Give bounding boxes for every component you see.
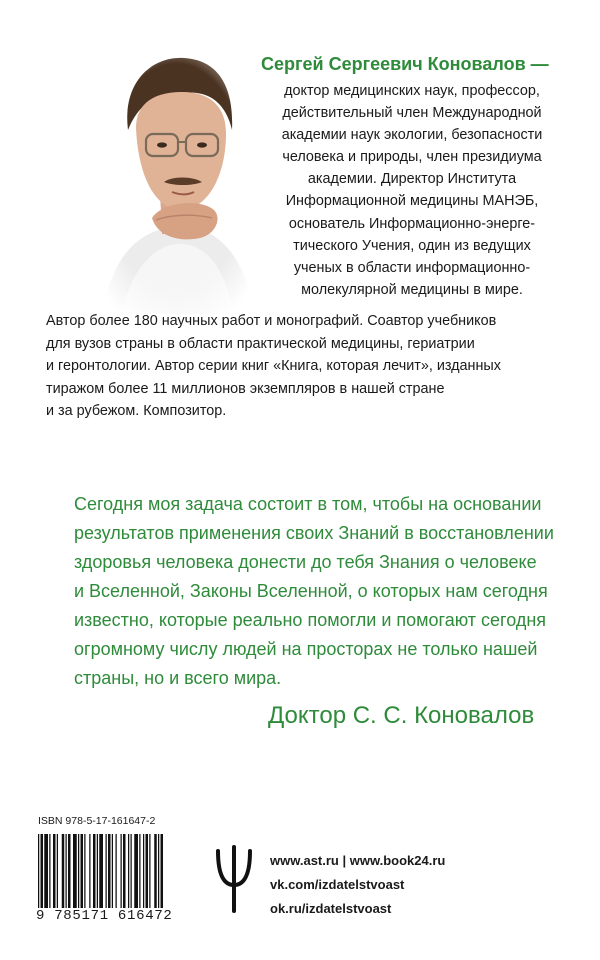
- publisher-psi-logo-icon: [214, 845, 254, 915]
- bio-line: ученых в области информационно-: [293, 259, 531, 276]
- quote-line: страны, но и всего мира.: [74, 668, 282, 688]
- author-bio-intro: [262, 80, 562, 301]
- bio-line: Информационной медицины МАНЭБ,: [285, 193, 539, 210]
- bio-line: человека и природы, член президиума: [282, 149, 542, 166]
- author-quote: [74, 490, 574, 693]
- bio-line: молекулярной медицины в мире.: [301, 281, 523, 298]
- author-bio-continuation: [46, 310, 566, 423]
- author-portrait: [92, 42, 260, 314]
- bio-line: Автор более 180 научных работ и монографий. Соавтор учебников: [46, 313, 497, 329]
- bio-line: тиражом более 11 миллионов экземпляров в нашей стране: [46, 380, 445, 397]
- bio-line: основатель Информационно-энерге-: [288, 215, 536, 232]
- bio-line: академии. Директор Института: [307, 171, 517, 188]
- isbn-label: ISBN 978-5-17-161647-2: [38, 815, 156, 827]
- bio-line: и геронтологии. Автор серии книг «Книга, которая лечит», изданных: [46, 358, 501, 374]
- bio-line: для вузов страны в области практической медицины, гериатрии: [46, 335, 475, 352]
- bio-line: тического Учения, один из ведущих: [293, 237, 531, 254]
- bio-line: академии наук экологии, безопасности: [281, 127, 543, 144]
- quote-line: Сегодня моя задача состоит в том, чтобы на основании: [74, 494, 542, 514]
- bio-line: доктор медицинских наук, профессор,: [284, 83, 540, 99]
- publisher-link-line[interactable]: ok.ru/izdatelstvoast: [270, 901, 392, 916]
- quote-line: здоровья человека донести до тебя Знания о человеке: [74, 552, 537, 572]
- quote-line: известно, которые реально помогли и помогают сегодня: [74, 610, 547, 630]
- publisher-links: [270, 849, 445, 921]
- barcode: [36, 834, 206, 908]
- quote-line: огромному числу людей на просторах не только нашей: [74, 639, 538, 659]
- publisher-link-line[interactable]: vk.com/izdatelstvoast: [270, 877, 405, 892]
- publisher-link-line[interactable]: www.ast.ru | www.book24.ru: [270, 853, 446, 868]
- bio-line: действительный член Международной: [282, 105, 542, 122]
- quote-signature: Доктор С. С. Коновалов: [268, 702, 535, 729]
- quote-line: и Вселенной, Законы Вселенной, о которых нам сегодня: [74, 581, 548, 601]
- author-name: Сергей Сергеевич Коновалов —: [261, 54, 549, 74]
- barcode-digits: 9 785171 616472: [36, 908, 173, 924]
- quote-line: результатов применения своих Знаний в восстановлении: [74, 523, 554, 543]
- bio-line: и за рубежом. Композитор.: [46, 403, 227, 419]
